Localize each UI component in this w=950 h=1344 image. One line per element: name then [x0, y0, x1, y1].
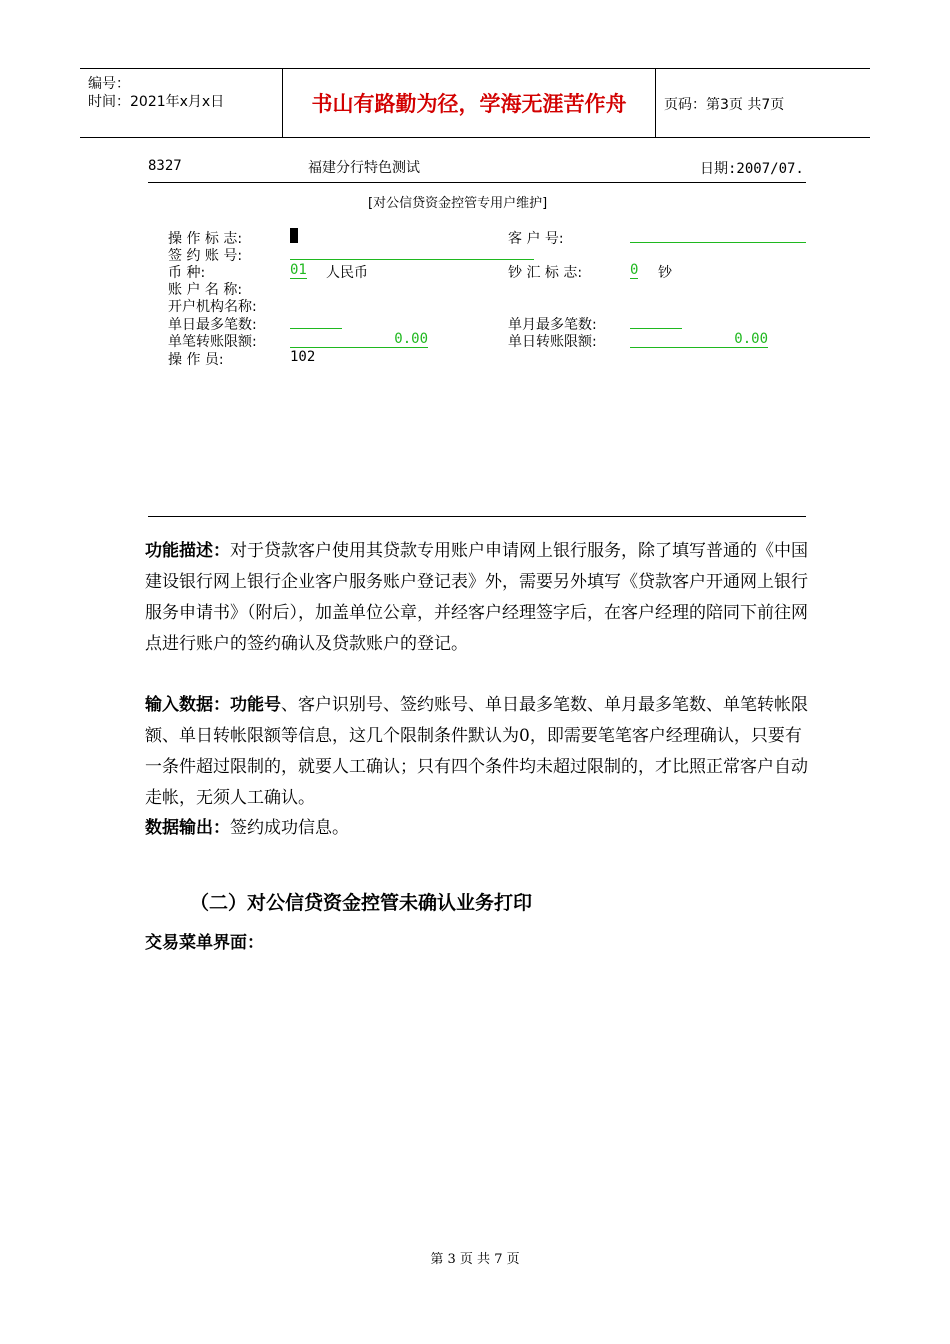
- input-data-label: 输入数据：: [145, 695, 230, 715]
- page-header: [80, 68, 870, 138]
- single-limit-label: 单笔转账限额:: [168, 334, 257, 350]
- section-heading: （二）对公信贷资金控管未确认业务打印: [190, 892, 533, 914]
- time-label: 时间：2021年x月x日: [88, 94, 225, 110]
- daily-limit-input[interactable]: 0.00: [630, 331, 768, 348]
- op-flag-input[interactable]: [290, 228, 298, 245]
- monthly-max-count-input[interactable]: [630, 314, 682, 329]
- sign-account-input[interactable]: [290, 245, 534, 260]
- serial-label: 编号：: [88, 76, 130, 92]
- func-desc-paragraph: [145, 536, 815, 660]
- customer-no-label: 客 户 号:: [508, 231, 564, 247]
- output-data-label: 数据输出：: [145, 818, 230, 838]
- account-name-label: 账 户 名 称:: [168, 282, 243, 298]
- func-desc-label: 功能描述：: [145, 541, 230, 561]
- header-page-info: 页码：第3页 共7页: [664, 97, 785, 113]
- cash-flag-input[interactable]: 0: [630, 262, 639, 278]
- menu-label: 交易菜单界面：: [145, 933, 264, 953]
- output-data-paragraph: [145, 813, 815, 844]
- daily-limit-label: 单日转账限额:: [508, 334, 597, 350]
- daily-max-count-label: 单日最多笔数:: [168, 317, 257, 333]
- header-motto: 书山有路勤为径，学海无涯苦作舟: [283, 69, 656, 137]
- monthly-max-count-label: 单月最多笔数:: [508, 317, 597, 333]
- input-data-paragraph: [145, 690, 815, 814]
- currency-name: 人民币: [326, 265, 368, 281]
- operator-label: 操 作 员:: [168, 352, 224, 368]
- terminal-title: 福建分行特色测试: [308, 160, 420, 176]
- cursor-block: [290, 228, 298, 243]
- terminal-date: 日期:2007/07.: [700, 161, 804, 177]
- currency-label: 币 种:: [168, 265, 206, 281]
- sign-account-label: 签 约 账 号:: [168, 248, 243, 264]
- single-limit-input[interactable]: 0.00: [290, 331, 428, 348]
- op-flag-label: 操 作 标 志:: [168, 231, 243, 247]
- page-footer: 第 3 页 共 7 页: [430, 1252, 520, 1267]
- form-title: [对公信贷资金控管专用户维护]: [368, 196, 548, 211]
- terminal-divider-bottom: [148, 516, 806, 517]
- open-org-label: 开户机构名称:: [168, 299, 257, 315]
- operator-value: 102: [290, 349, 316, 365]
- cash-flag-label: 钞 汇 标 志:: [508, 265, 583, 281]
- func-desc-text: 对于贷款客户使用其贷款专用账户申请网上银行服务，除了填写普通的《中国建设银行网上银行企业客户服务账户登记表》外，需要另外填写《贷款客户开通网上银行服务申请书》（附后），加盖单位公章，并经客户经理签字后，在客户经理的陪同下前往网点进行账户的签约确认及贷款账户的登记。: [145, 541, 808, 654]
- customer-no-input[interactable]: [630, 228, 806, 243]
- terminal-screen: [148, 150, 808, 518]
- cash-flag-name: 钞: [658, 265, 672, 281]
- output-data-text: 签约成功信息。: [230, 818, 349, 838]
- currency-code-input[interactable]: 01: [290, 262, 307, 278]
- daily-max-count-input[interactable]: [290, 314, 342, 329]
- input-func-no: 功能号: [230, 695, 281, 715]
- header-meta-cell: [80, 69, 283, 137]
- input-data-text: 、客户识别号、签约账号、单日最多笔数、单月最多笔数、单笔转帐限额、单日转帐限额等信息，这几个限制条件默认为0，即需要笔笔客户经理确认，只要有一条件超过限制的，就要人工确认；只有四个条件均未超过限制的，才比照正常客户自动走帐，无须人工确认。: [145, 695, 808, 808]
- terminal-divider-top: [148, 182, 806, 183]
- trans-code: 8327: [148, 158, 182, 174]
